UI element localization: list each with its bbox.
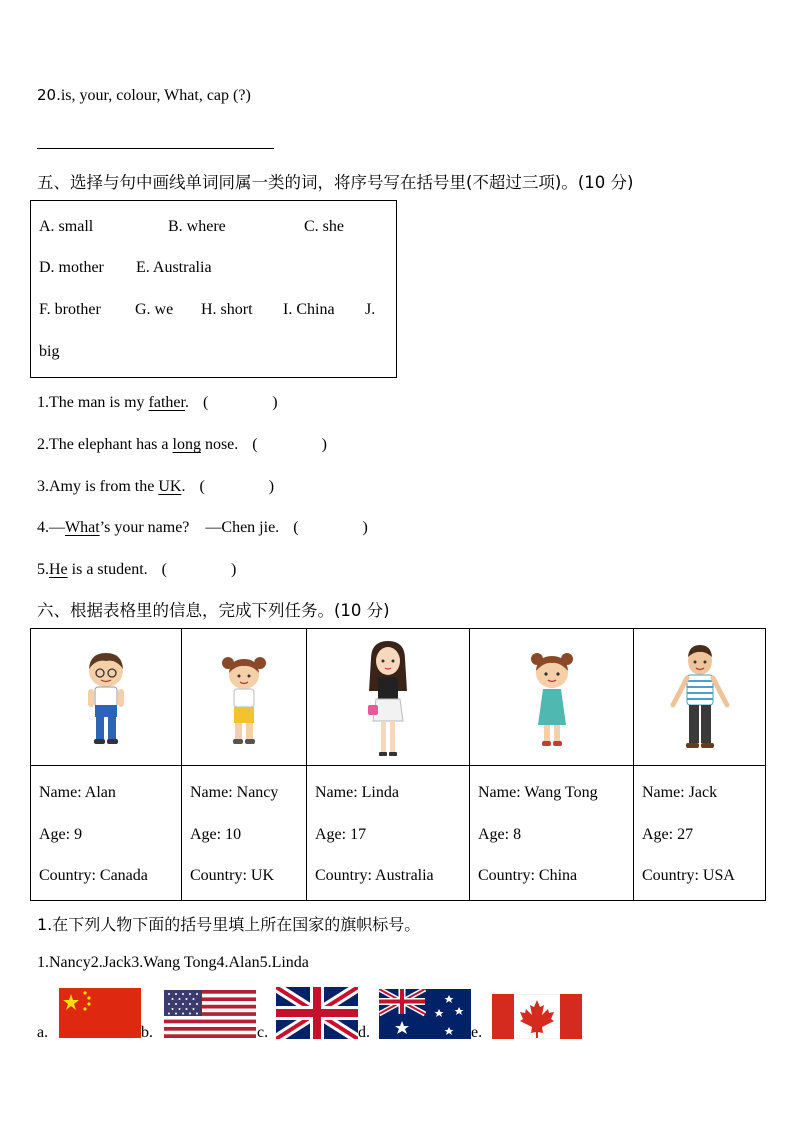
info-cell-linda: [307, 766, 470, 901]
flag-label-b: b.: [141, 1024, 153, 1041]
flag-label-c: c.: [257, 1024, 269, 1041]
person-age: Age: 9: [39, 825, 83, 843]
question-text: is a student.: [67, 561, 148, 578]
person-name: Name: Wang Tong: [478, 784, 598, 801]
option-b: B. where: [168, 218, 226, 235]
option-j-word: big: [39, 343, 60, 360]
info-cell-nancy: [182, 766, 307, 901]
woman-long-hair-figure: [363, 639, 413, 759]
question-3: [37, 473, 274, 496]
option-e: E. Australia: [136, 259, 212, 276]
flag-label-e: e.: [471, 1024, 483, 1041]
question-text: 5.: [37, 561, 49, 578]
underlined-word: long: [172, 436, 201, 453]
flag-label-a: a.: [37, 1024, 49, 1041]
option-j-letter: J.: [365, 301, 376, 318]
question-text: .: [184, 394, 189, 411]
underlined-word: father: [148, 394, 185, 411]
question-5: [37, 556, 236, 579]
person-country: Country: USA: [642, 867, 735, 884]
question-2: [37, 431, 327, 454]
question-words: is, your, colour, What, cap (?): [60, 87, 251, 104]
question-4: [37, 514, 368, 537]
answer-line[interactable]: [37, 148, 274, 149]
option-d: D. mother: [39, 259, 104, 276]
underlined-word: What: [65, 519, 100, 536]
info-cell-wang-tong: [470, 766, 634, 901]
picture-cell-nancy: [182, 629, 307, 766]
option-g: G. we: [135, 301, 174, 318]
flag-label-d: d.: [358, 1024, 370, 1041]
answer-blank[interactable]: ( ): [202, 394, 278, 411]
underlined-word: UK: [158, 478, 182, 495]
answer-blank[interactable]: ( ): [293, 519, 368, 536]
question-text: nose.: [200, 436, 239, 453]
option-a: A. small: [39, 218, 94, 235]
girl-blue-dress-figure: [522, 647, 582, 752]
girl-yellow-figure: [214, 651, 274, 751]
person-name: Name: Alan: [39, 784, 116, 801]
question-20: [37, 86, 251, 105]
person-age: Age: 10: [190, 825, 242, 843]
person-name: Name: Jack: [642, 784, 718, 801]
person-list: 1.Nancy2.Jack3.Wang Tong4.Alan5.Linda: [37, 954, 309, 971]
section-5-heading: 五、选择与句中画线单词同属一类的词，将序号写在括号里(不超过三项)。(10 分): [37, 173, 634, 192]
man-striped-shirt-figure: [665, 643, 735, 753]
picture-cell-alan: [31, 629, 182, 766]
option-c: C. she: [304, 218, 344, 235]
underlined-word: He: [49, 561, 68, 578]
person-age: Age: 8: [478, 825, 522, 843]
question-text: 1.The man is my: [37, 394, 149, 411]
question-text: .: [181, 478, 186, 495]
uk-flag-icon: [276, 987, 358, 1039]
question-1: [37, 389, 278, 412]
question-text: 2.The elephant has a: [37, 436, 173, 453]
question-text: ’s your name? —Chen jie.: [99, 519, 280, 536]
person-age: Age: 17: [315, 825, 367, 843]
picture-cell-wang-tong: [470, 629, 634, 766]
answer-blank[interactable]: ( ): [161, 561, 237, 578]
canada-flag-icon: [492, 994, 582, 1039]
person-country: Country: Australia: [315, 867, 434, 884]
person-age: Age: 27: [642, 825, 694, 843]
task-instruction: 1.在下列人物下面的括号里填上所在国家的旗帜标号。: [37, 915, 421, 934]
info-table: [30, 628, 766, 901]
option-h: H. short: [201, 301, 253, 318]
section-6-heading: 六、根据表格里的信息，完成下列任务。(10 分): [37, 601, 390, 620]
option-f: F. brother: [39, 301, 101, 318]
info-cell-jack: [634, 766, 766, 901]
person-name: Name: Linda: [315, 784, 399, 801]
options-box: [30, 200, 397, 378]
picture-cell-jack: [634, 629, 766, 766]
boy-glasses-figure: [76, 649, 136, 749]
person-name: Name: Nancy: [190, 784, 279, 801]
answer-blank[interactable]: ( ): [252, 436, 327, 453]
usa-flag-icon: [164, 990, 256, 1038]
person-country: Country: Canada: [39, 867, 148, 884]
answer-blank[interactable]: ( ): [199, 478, 275, 495]
person-country: Country: UK: [190, 867, 274, 884]
info-cell-alan: [31, 766, 182, 901]
question-text: 3.Amy is from the: [37, 478, 159, 495]
person-country: Country: China: [478, 867, 578, 884]
picture-cell-linda: [307, 629, 470, 766]
australia-flag-icon: [379, 989, 471, 1039]
question-number: 20.: [37, 86, 61, 104]
option-i: I. China: [283, 301, 335, 318]
question-text: 4.—: [37, 519, 65, 536]
china-flag-icon: [59, 988, 141, 1038]
